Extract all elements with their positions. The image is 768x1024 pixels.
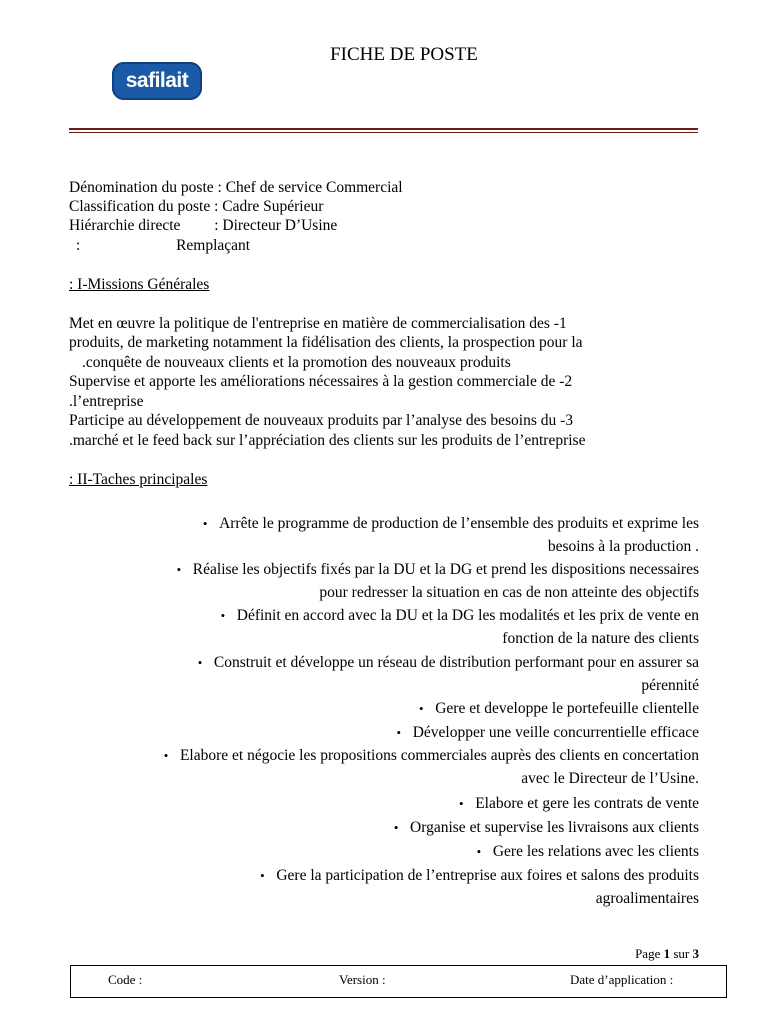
- bullet-icon: •: [260, 868, 265, 883]
- task-text: Construit et développe un réseau de distribution performant pour en assurer sa: [213, 654, 699, 671]
- bullet-icon: •: [176, 562, 182, 577]
- bullet-icon: •: [393, 820, 399, 835]
- task-item-line: [459, 794, 699, 813]
- page-prefix: Page: [635, 946, 661, 961]
- page-total: 3: [692, 946, 699, 961]
- document-title: FICHE DE POSTE: [330, 44, 478, 65]
- task-item-line: [419, 699, 699, 718]
- job-title-line: Dénomination du poste : Chef de service Commercial: [69, 179, 403, 196]
- task-text: Elabore et gere les contrats de vente: [475, 795, 699, 812]
- page-number: [635, 946, 699, 962]
- replacement-colon: :: [76, 237, 81, 254]
- task-text: Elabore et négocie les propositions commerciales auprès des clients en concertation: [179, 747, 699, 764]
- task-item-line: [198, 653, 699, 672]
- task-item-continuation: fonction de la nature des clients: [502, 630, 699, 647]
- classification-line: Classification du poste : Cadre Supérieur: [69, 198, 324, 215]
- task-text: Gere la participation de l’entreprise aux foires et salons des produits: [276, 867, 699, 884]
- task-item-line: [203, 514, 699, 533]
- task-item-line: [260, 866, 699, 885]
- mission-line: produits, de marketing notamment la fidélisation des clients, la prospection pour la: [69, 334, 583, 351]
- replacement-value: Remplaçant: [176, 237, 251, 254]
- hierarchy-line: [69, 216, 337, 235]
- bullet-icon: •: [197, 655, 203, 670]
- logo-text: safilait: [125, 69, 189, 92]
- bullet-icon: •: [476, 844, 482, 859]
- date-label: Date d’application :: [570, 972, 674, 987]
- replacement-line: [76, 236, 250, 255]
- bullet-icon: •: [459, 796, 464, 811]
- bullet-icon: •: [396, 725, 402, 740]
- bullet-icon: •: [202, 516, 208, 531]
- footer-box: [70, 965, 727, 998]
- task-item-line: [221, 606, 699, 625]
- task-item-continuation: pour redresser la situation en cas de non atteinte des objectifs: [319, 584, 699, 601]
- task-item-line: [177, 560, 699, 579]
- task-item-continuation: besoins à la production .: [547, 538, 699, 555]
- task-text: Réalise les objectifs fixés par la DU et la DG et prend les dispositions necessaires: [192, 561, 699, 578]
- task-item-line: [477, 842, 699, 861]
- task-text: Arrête le programme de production de l’ensemble des produits et exprime les: [219, 515, 699, 532]
- version-label: Version :: [339, 972, 386, 987]
- task-item-line: [164, 746, 699, 765]
- safilait-logo: [112, 62, 202, 100]
- task-item-continuation: agroalimentaires: [595, 890, 699, 907]
- hierarchy-label: Hiérarchie directe: [69, 217, 181, 234]
- mission-line: Supervise et apporte les améliorations nécessaires à la gestion commerciale de -2: [69, 373, 573, 390]
- task-item-line: [397, 723, 700, 742]
- task-text: Gere les relations avec les clients: [492, 843, 699, 860]
- mission-line: Participe au développement de nouveaux produits par l’analyse des besoins du -3: [69, 412, 574, 429]
- task-text: Organise et supervise les livraisons aux clients: [410, 819, 699, 836]
- mission-line: .marché et le feed back sur l’appréciation des clients sur les produits de l’entreprise: [69, 432, 586, 449]
- bullet-icon: •: [163, 748, 169, 763]
- task-item-continuation: pérennité: [641, 677, 699, 694]
- header-rule-bottom: [69, 132, 698, 133]
- task-item-line: [394, 818, 699, 837]
- bullet-icon: •: [220, 608, 226, 623]
- task-text: Définit en accord avec la DU et la DG les modalités et les prix de vente en: [236, 607, 699, 624]
- page-mid: sur: [673, 946, 690, 961]
- hierarchy-value: : Directeur D’Usine: [214, 217, 338, 234]
- page-current: 1: [663, 946, 671, 961]
- header-rule-top: [69, 128, 698, 130]
- tasks-heading: : II-Taches principales: [69, 471, 208, 488]
- task-item-continuation: avec le Directeur de l’Usine.: [521, 770, 699, 787]
- mission-line: .conquête de nouveaux clients et la promotion des nouveaux produits: [82, 354, 511, 371]
- code-label: Code :: [108, 972, 143, 987]
- task-text: Développer une veille concurrentielle efficace: [412, 724, 699, 741]
- task-text: Gere et developpe le portefeuille clientelle: [435, 700, 699, 717]
- mission-line: Met en œuvre la politique de l'entreprise en matière de commercialisation des -1: [69, 315, 567, 332]
- missions-heading: : I-Missions Générales: [69, 276, 210, 293]
- mission-line: .l’entreprise: [69, 393, 144, 410]
- bullet-icon: •: [419, 701, 424, 716]
